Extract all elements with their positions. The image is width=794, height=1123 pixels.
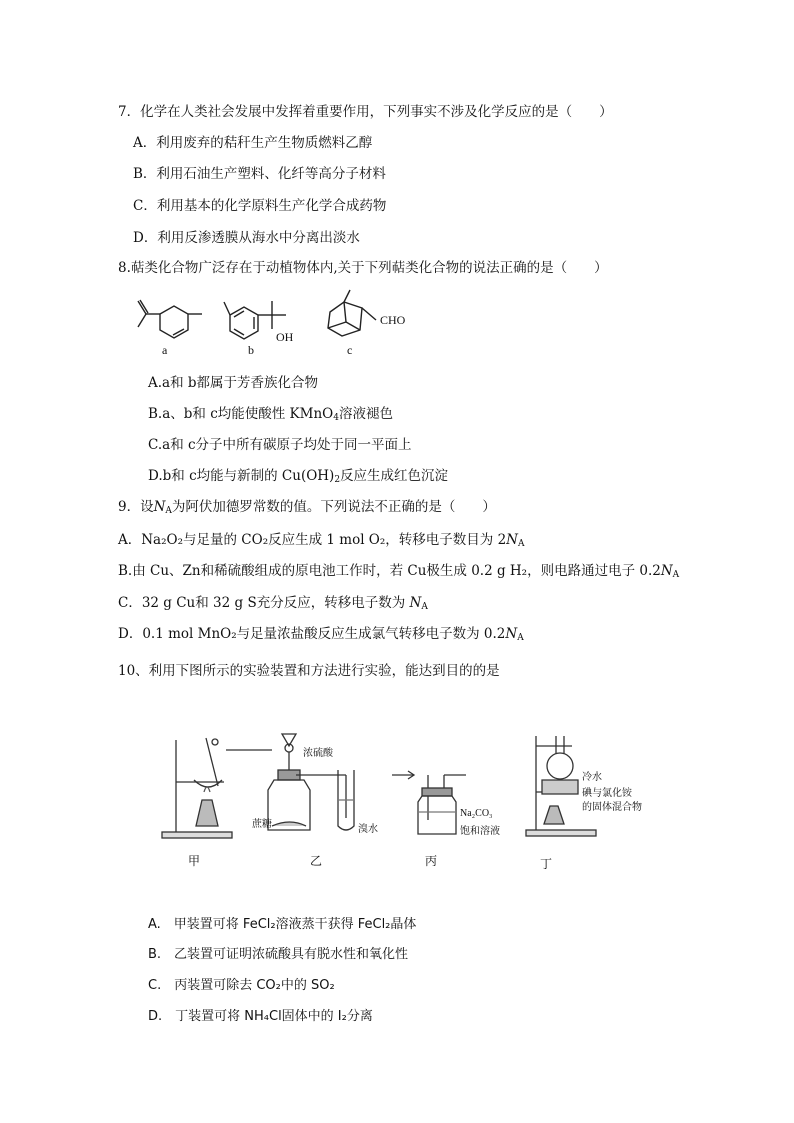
q7-stem: 7．化学在人类社会发展中发挥着重要作用，下列事实不涉及化学反应的是（ ） xyxy=(118,104,613,120)
label-bing: 丙 xyxy=(425,854,438,868)
structure-a-image xyxy=(118,290,218,360)
q8-option-b: B.a、b和 c均能使酸性 KMnO$_4$溶液褪色 xyxy=(148,406,393,423)
structure-a-label: a xyxy=(162,343,168,357)
q10-option-c: C. 丙装置可除去 CO₂中的 SO₂ xyxy=(148,978,335,993)
q10-stem: 10、利用下图所示的实验装置和方法进行实验，能达到目的的是 xyxy=(118,663,500,679)
q8-option-d: D.b和 c均能与新制的 $Cu(OH)_2$反应生成红色沉淀 xyxy=(148,468,449,485)
q9-option-d: D．0.1 mol MnO₂与足量浓盐酸反应生成氯气转移电子数为 $0.2N_A$ xyxy=(118,626,524,643)
structure-c-image xyxy=(322,288,422,358)
q8-option-a: A.a和 b都属于芳香族化合物 xyxy=(148,375,319,391)
q8-stem: 8.萜类化合物广泛存在于动植物体内,关于下列萜类化合物的说法正确的是（ ） xyxy=(118,260,608,276)
q7-option-b: B．利用石油生产塑料、化纤等高分子材料 xyxy=(133,166,386,182)
label-bromine-water: 溴水 xyxy=(358,824,378,835)
structure-b-image xyxy=(222,285,322,355)
label-conc-acid: 浓硫酸 xyxy=(303,748,333,759)
q9-option-c: C．32 g Cu和 32 g S充分反应，转移电子数为 $N_A$ xyxy=(118,595,428,612)
q10-option-a: A. 甲装置可将 FeCl₂溶液蒸干获得 FeCl₂晶体 xyxy=(148,917,417,932)
q8-option-c: C.a和 c分子中所有碳原子均处于同一平面上 xyxy=(148,437,412,453)
label-sucrose: 蔗糖 xyxy=(252,819,272,830)
q9-stem: 9．设$N_A$为阿伏加德罗常数的值。下列说法不正确的是（ ） xyxy=(118,499,496,516)
label-cold-water: 冷水 xyxy=(582,772,602,783)
label-saturated: 饱和溶液 xyxy=(460,826,500,837)
label-mixture-1: 碘与氯化铵 xyxy=(582,788,632,799)
q7-option-a: A．利用废弃的秸秆生产生物质燃料乙醇 xyxy=(133,135,373,151)
structure-b-label: b xyxy=(248,343,254,357)
q7-option-d: D．利用反渗透膜从海水中分离出淡水 xyxy=(133,230,360,246)
structure-b-oh: OH xyxy=(276,330,294,344)
structure-c-cho: CHO xyxy=(380,313,406,327)
q9-option-b: B.由 Cu、Zn和稀硫酸组成的原电池工作时，若 Cu极生成 0.2 g H₂，则电路通过电子 $0.2N_A$ xyxy=(118,563,680,580)
label-ding: 丁 xyxy=(540,857,553,871)
q10-option-d: D. 丁装置可将 NH₄Cl固体中的 I₂分离 xyxy=(148,1009,373,1024)
structure-c-label: c xyxy=(347,343,353,357)
label-jia: 甲 xyxy=(188,854,201,868)
q10-option-b: B. 乙装置可证明浓硫酸具有脱水性和氧化性 xyxy=(148,947,409,962)
label-yi: 乙 xyxy=(310,854,323,868)
q9-option-a: A．Na₂O₂与足量的 CO₂反应生成 1 mol O₂，转移电子数目为 $2N_A$ xyxy=(118,532,525,549)
label-na2co3: Na₂CO₃ xyxy=(460,808,493,819)
label-mixture-2: 的固体混合物 xyxy=(582,802,642,813)
q7-option-c: C．利用基本的化学原料生产化学合成药物 xyxy=(133,198,387,214)
